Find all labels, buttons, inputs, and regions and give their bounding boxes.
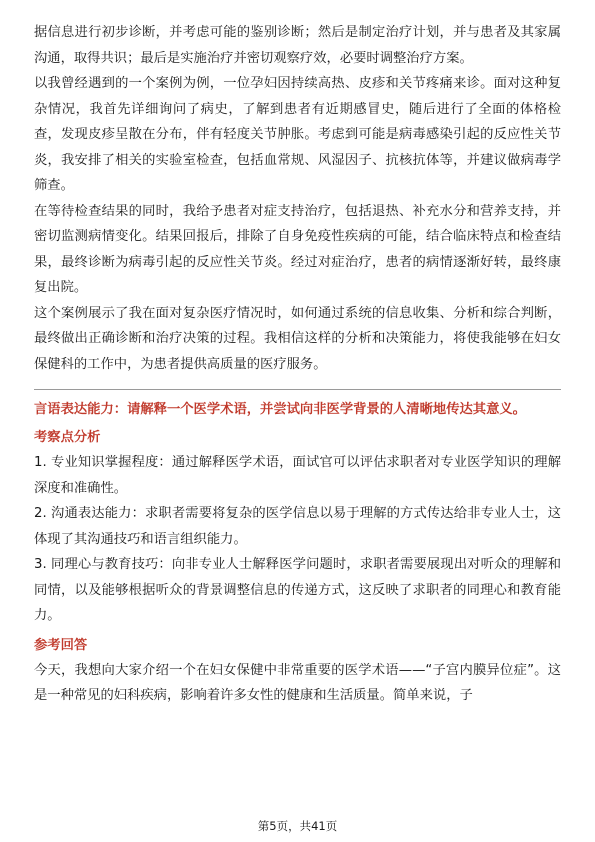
analysis-item-3: 3. 同理心与教育技巧：向非专业人士解释医学问题时，求职者需要展现出对听众的理解和同情，以及能够根据听众的背景调整信息的传递方式，这反映了求职者的同理心和教育能力。 [34, 557, 561, 623]
page-footer: 第5页，共41页 [257, 819, 338, 833]
analysis-item-2: 2. 沟通表达能力：求职者需要将复杂的医学信息以易于理解的方式传达给非专业人士，这体现了其沟通技巧和语言组织能力。 [34, 506, 561, 547]
answer-heading: 参考回答 [34, 637, 88, 653]
question-title: 言语表达能力：请解释一个医学术语，并尝试向非医学背景的人清晰地传达其意义。 [34, 402, 526, 417]
intro-paragraph-2: 以我曾经遇到的一个案例为例，一位孕妇因持续高热、皮疹和关节疼痛来诊。面对这种复杂情况，我首先详细询问了病史，了解到患者有近期感冒史，随后进行了全面的体格检查，发现皮疹呈散在分布，伴有轻度关节肿胀。考虑到可能是病毒感染引起的反应性关节炎，我安排了相关的实验室检查，包括血常规、风湿因子、抗核抗体等，并建议做病毒学筛查。 [34, 76, 561, 193]
section-divider [34, 389, 561, 390]
intro-paragraph-4: 这个案例展示了我在面对复杂医疗情况时，如何通过系统的信息收集、分析和综合判断，最终做出正确诊断和治疗决策的过程。我相信这样的分析和决策能力，将使我能够在妇女保健科的工作中，为患者提供高质量的医疗服务。 [34, 305, 561, 372]
analysis-heading: 考察点分析 [34, 430, 101, 445]
answer-paragraph: 今天，我想向大家介绍一个在妇女保健中非常重要的医学术语——“子宫内膜异位症”。这是一种常见的妇科疾病，影响着许多女性的健康和生活质量。简单来说，子 [34, 662, 561, 703]
page-content [34, 20, 561, 709]
analysis-item-1: 1. 专业知识掌握程度：通过解释医学术语，面试官可以评估求职者对专业医学知识的理解深度和准确性。 [34, 455, 561, 496]
intro-paragraph-3: 在等待检查结果的同时，我给予患者对症支持治疗，包括退热、补充水分和营养支持，并密切监测病情变化。结果回报后，排除了自身免疫性疾病的可能，结合临床特点和检查结果，最终诊断为病毒引起的反应性关节炎。经过对症治疗，患者的病情逐渐好转，最终康复出院。 [34, 203, 561, 295]
intro-paragraph-1: 据信息进行初步诊断，并考虑可能的鉴别诊断；然后是制定治疗计划，并与患者及其家属沟通，取得共识；最后是实施治疗并密切观察疗效，必要时调整治疗方案。 [34, 25, 561, 66]
